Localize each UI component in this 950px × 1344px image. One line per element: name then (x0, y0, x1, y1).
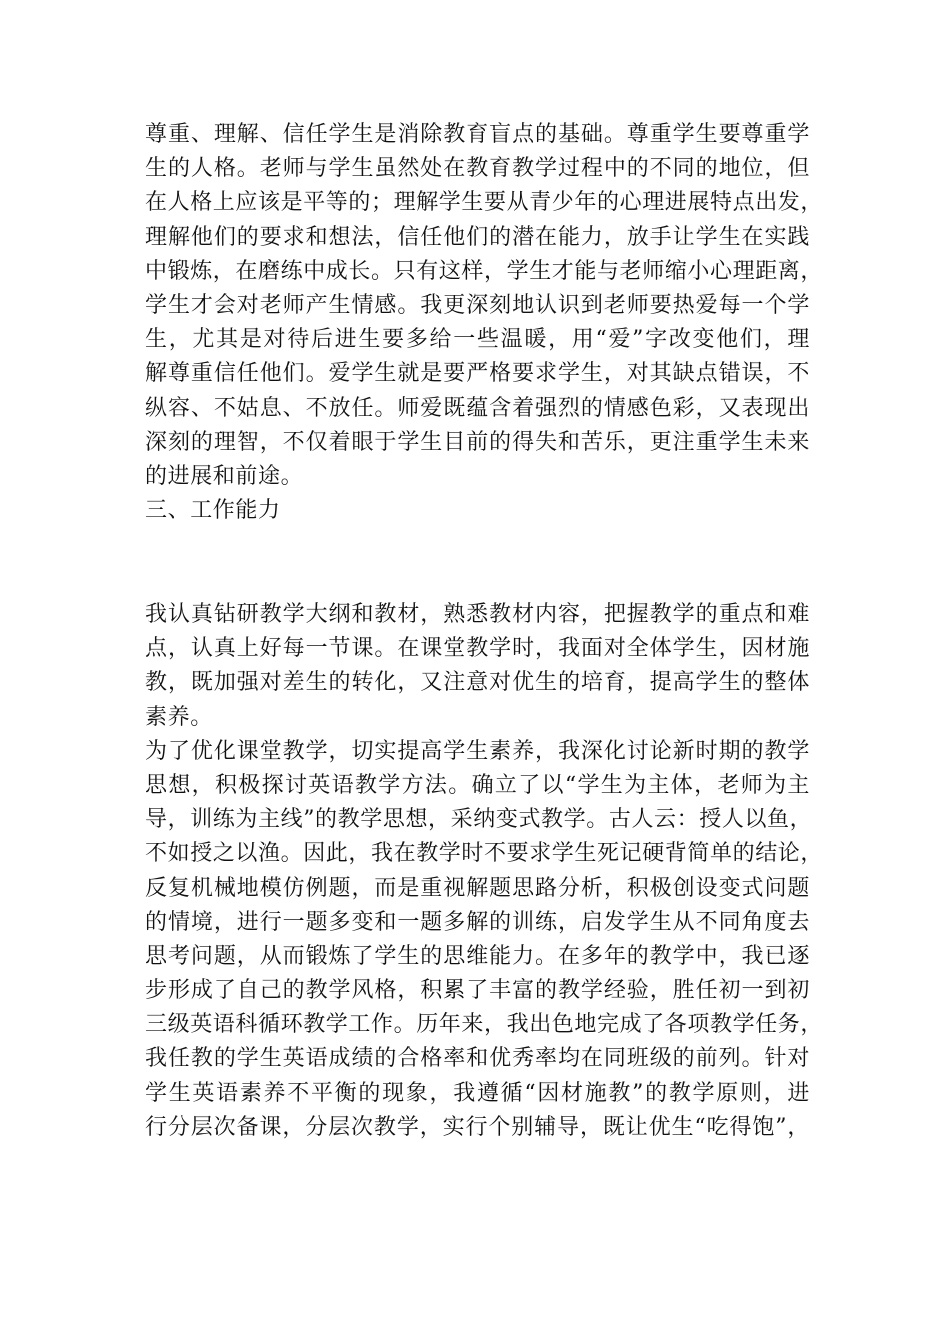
text-line: 三级英语科循环教学工作。历年来，我出色地完成了各项教学任务， (145, 1012, 824, 1038)
text-line: 我认真钻研教学大纲和教材，熟悉教材内容，把握教学的重点和难 (145, 602, 810, 627)
text-line: 思考问题，从而锻炼了学生的思维能力。在多年的教学中，我已逐 (145, 943, 810, 969)
text-line: 步形成了自己的教学风格，积累了丰富的教学经验，胜任初一到初 (145, 978, 810, 1004)
paragraph-respect-students (145, 118, 824, 528)
text-line: 为了优化课堂教学，切实提高学生素养，我深化讨论新时期的教学 (145, 738, 810, 764)
text-line: 行分层次备课，分层次教学，实行个别辅导，既让优生“吃得饱”， (145, 1114, 810, 1140)
text-line: 理解他们的要求和想法，信任他们的潜在能力，放手让学生在实践 (145, 224, 810, 250)
text-line: 深刻的理智，不仅着眼于学生目前的得失和苦乐，更注重学生未来 (145, 429, 810, 455)
text-line: 中锻炼，在磨练中成长。只有这样，学生才能与老师缩小心理距离， (145, 258, 824, 284)
text-line: 在人格上应该是平等的；理解学生要从青少年的心理进展特点出发， (145, 190, 824, 216)
text-line: 不如授之以渔。因此，我在教学时不要求学生死记硬背简单的结论， (145, 841, 824, 867)
text-line: 生的人格。老师与学生虽然处在教育教学过程中的不同的地位，但 (145, 156, 810, 182)
text-line: 解尊重信任他们。爱学生就是要严格要求学生，对其缺点错误，不 (145, 361, 810, 387)
text-line: 我任教的学生英语成绩的合格率和优秀率均在同班级的前列。针对 (145, 1046, 810, 1072)
text-line: 尊重、理解、信任学生是消除教育盲点的基础。尊重学生要尊重学 (145, 122, 810, 147)
text-line: 导，训练为主线”的教学思想，采纳变式教学。古人云：授人以鱼， (145, 807, 813, 833)
text-line: 教，既加强对差生的转化，又注意对优生的培育，提高学生的整体 (145, 670, 810, 696)
paragraph-work-ability (145, 598, 824, 1145)
text-line: 素养。 (145, 704, 213, 730)
text-line: 点，认真上好每一节课。在课堂教学时，我面对全体学生，因材施 (145, 636, 810, 662)
text-line: 思想，积极探讨英语教学方法。确立了以“学生为主体，老师为主 (145, 772, 810, 798)
text-line: 反复机械地模仿例题，而是重视解题思路分析，积极创设变式问题 (145, 875, 810, 901)
text-line: 生，尤其是对待后进生要多给一些温暖，用“爱”字改变他们，理 (145, 327, 810, 353)
text-line: 学生英语素养不平衡的现象，我遵循“因材施教”的教学原则，进 (145, 1080, 810, 1106)
text-line: 学生才会对老师产生情感。我更深刻地认识到老师要热爱每一个学 (145, 292, 810, 318)
text-line: 的进展和前途。 (145, 463, 304, 489)
text-line: 的情境，进行一题多变和一题多解的训练，启发学生从不同角度去 (145, 909, 810, 935)
section-heading: 三、工作能力 (145, 498, 281, 524)
text-line: 纵容、不姑息、不放任。师爱既蕴含着强烈的情感色彩，又表现出 (145, 395, 810, 421)
